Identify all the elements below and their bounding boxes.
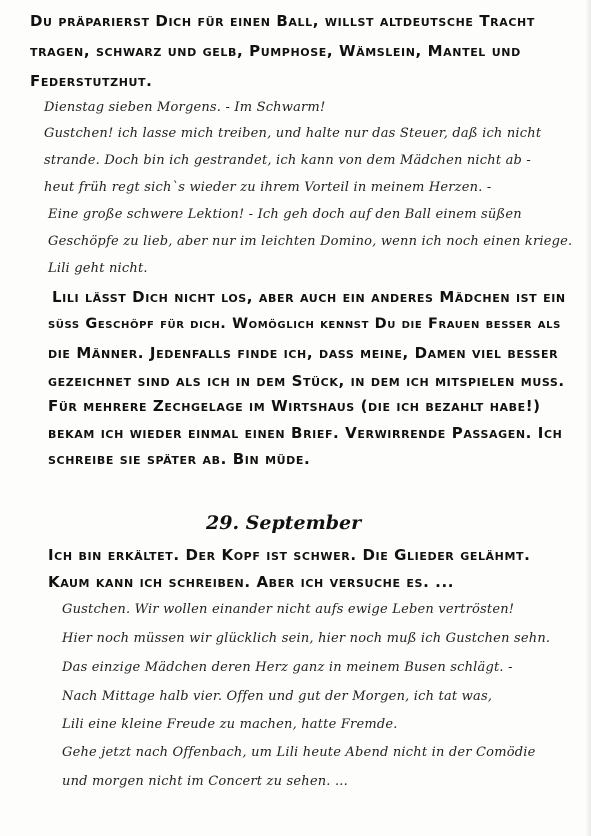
text-line: die Männer. Jedenfalls finde ich, dass meine, Damen viel besser bbox=[48, 344, 559, 362]
text-line: Lili lässt Dich nicht los, aber auch ein anderes Mädchen ist ein bbox=[52, 288, 566, 306]
diary-line: Das einzige Mädchen deren Herz ganz in meinem Busen schlägt. - bbox=[62, 660, 513, 675]
date-heading: 29. September bbox=[206, 512, 362, 534]
text-line: Für mehrere Zechgelage im Wirtshaus (die ich bezahlt habe!) bbox=[48, 397, 541, 415]
text-line: bekam ich wieder einmal einen Brief. Verwirrende Passagen. Ich bbox=[48, 424, 563, 442]
text-line: schreibe sie später ab. Bin müde. bbox=[48, 450, 311, 468]
diary-line: Gehe jetzt nach Offenbach, um Lili heute Abend nicht in der Comödie bbox=[62, 745, 536, 760]
text-line: Du präparierst Dich für einen Ball, willst altdeutsche Tracht bbox=[30, 12, 535, 30]
text-line: Ich bin erkältet. Der Kopf ist schwer. Die Glieder gelähmt. bbox=[48, 546, 531, 564]
text-line: süss Geschöpf für dich. Womöglich kennst Du die Frauen besser als bbox=[48, 316, 561, 332]
text-line: tragen, schwarz und gelb, Pumphose, Wämslein, Mantel und bbox=[30, 42, 521, 60]
text-line: gezeichnet sind als ich in dem Stück, in dem ich mitspielen muss. bbox=[48, 372, 565, 390]
diary-line: strande. Doch bin ich gestrandet, ich kann von dem Mädchen nicht ab - bbox=[44, 153, 531, 168]
text-line: Federstutzhut. bbox=[30, 72, 153, 90]
text-line: Kaum kann ich schreiben. Aber ich versuche es. ... bbox=[48, 573, 455, 591]
diary-line: Gustchen. Wir wollen einander nicht aufs ewige Leben vertrösten! bbox=[62, 602, 515, 617]
page-edge-shadow bbox=[585, 0, 591, 836]
diary-line: Lili geht nicht. bbox=[48, 261, 148, 276]
diary-line: Gustchen! ich lasse mich treiben, und halte nur das Steuer, daß ich nicht bbox=[44, 126, 542, 141]
diary-line: Eine große schwere Lektion! - Ich geh doch auf den Ball einem süßen bbox=[48, 207, 522, 222]
diary-line: Geschöpfe zu lieb, aber nur im leichten Domino, wenn ich noch einen kriege. bbox=[48, 234, 573, 249]
diary-line: und morgen nicht im Concert zu sehen. ... bbox=[62, 774, 348, 789]
diary-line: Lili eine kleine Freude zu machen, hatte Fremde. bbox=[62, 717, 398, 732]
diary-line: heut früh regt sich`s wieder zu ihrem Vorteil in meinem Herzen. - bbox=[44, 180, 492, 195]
diary-line: Dienstag sieben Morgens. - Im Schwarm! bbox=[44, 100, 326, 115]
diary-line: Nach Mittage halb vier. Offen und gut der Morgen, ich tat was, bbox=[62, 689, 493, 704]
diary-line: Hier noch müssen wir glücklich sein, hier noch muß ich Gustchen sehn. bbox=[62, 631, 551, 646]
